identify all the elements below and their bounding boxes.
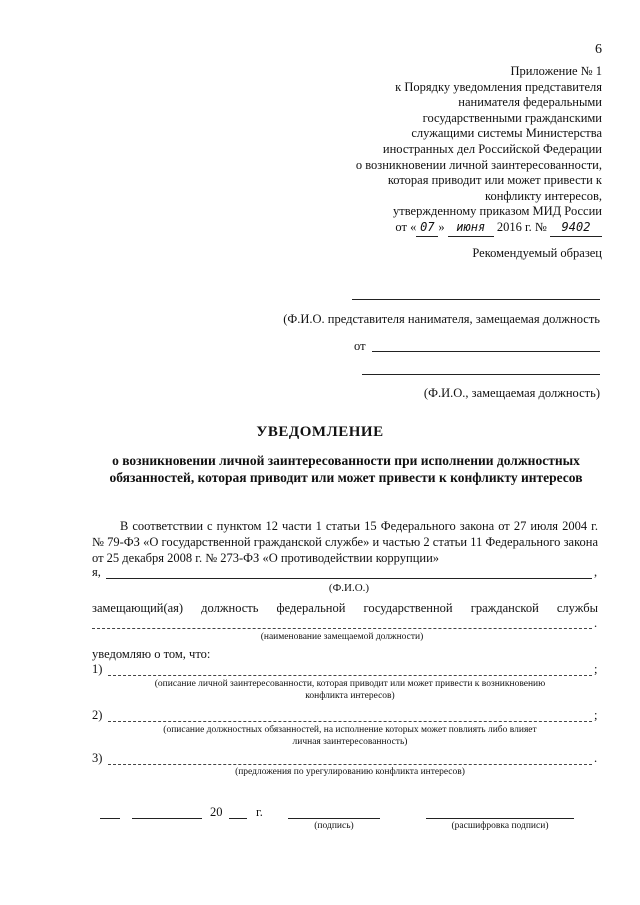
signature-caption: (подпись)	[314, 821, 354, 831]
sender-line-2	[362, 374, 600, 375]
fio-caption: (Ф.И.О.)	[328, 582, 370, 594]
recipient-caption: (Ф.И.О. представителя нанимателя, замещаемая должность	[283, 312, 600, 326]
appendix-line: нанимателя федеральными	[458, 95, 602, 110]
appendix-line: Приложение № 1	[510, 64, 602, 78]
appendix-line: служащими системы Министерства	[411, 126, 602, 141]
document-title: УВЕДОМЛЕНИЕ	[256, 424, 384, 440]
order-quote-close: »	[438, 219, 445, 234]
item-1-line	[108, 675, 592, 676]
document-subtitle: о возникновении личной заинтересованности при исполнении должностных обязанностей, которая приводит или может привести к конфликту интересов	[109, 453, 583, 485]
notify-line: уведомляю о том, что:	[92, 647, 211, 661]
item-3-caption: (предложения по урегулированию конфликта интересов)	[235, 767, 465, 777]
order-year: 2016 г. №	[496, 219, 547, 234]
appendix-line: утвержденному приказом МИД России	[392, 204, 602, 219]
item-label: 3)	[92, 751, 103, 765]
signature-decode-caption: (расшифровка подписи)	[451, 821, 549, 831]
item-label: 1)	[92, 662, 103, 676]
appendix-line: о возникновении личной заинтересованности,	[355, 157, 602, 172]
signature-decode-line	[426, 818, 574, 819]
position-underline	[92, 628, 592, 629]
date-month-line	[132, 818, 202, 819]
page-number: 6	[595, 42, 602, 57]
order-day: 07	[416, 220, 438, 237]
date-year-line	[229, 818, 247, 819]
item-2-caption: (описание должностных обязанностей, на исполнение которых может повлиять либо влияет личная заинтересованность)	[163, 725, 537, 747]
from-label: от	[354, 339, 366, 353]
signature-line	[288, 818, 380, 819]
item-3-line	[108, 764, 592, 765]
position-line: замещающий(ая) должность федеральной государственной гражданской службы	[92, 601, 598, 615]
item-2-line	[108, 721, 592, 722]
date-year-suffix: г.	[256, 805, 263, 819]
sender-caption: (Ф.И.О., замещаемая должность)	[423, 386, 600, 400]
fio-line	[106, 578, 592, 579]
document-page: 6 Приложение № 1 к Порядку уведомления представителя нанимателя федеральными государственными гражданскими служащими системы Министерства иностранных дел Российской Федерации о возникновении личной заинтересованности, которая приводит или может привести к конфликту интересов, утвержденному приказом МИД России от « 07 » июня 2016 г. № 9402 Рекомендуемый образец (Ф.И.О. представителя нанимателя, замещаемая должность от (Ф.И.О., замещаемая должность) УВЕДОМЛЕНИЕ о возникновении личной заинтересованности при исполнении должностных обязанностей, которая приводит или может привести к конфликту интересов В соответствии с пунктом 12 части 1 статьи 15 Федерального закона от 27 июля 2004 г. № 79-ФЗ «О государственной гражданской службе» и частью 2 статьи 11 Федерального закона от 25 декабря 2008 г. № 273-ФЗ «О противодействии коррупции» я, , (Ф.И.О.) замещающий(ая) должность федеральной государственной гражданской службы . (наименование замещаемой должности) уведомляю о том, что: 1) ; (описание личной заинтересованности, которая приводит или может привести к возникновению конфликта интересов) 2) ; (описание должностных обязанностей, на исполнение которых может повлиять либо влияет личная заинтересованность) 3) . (предложения по урегулированию конфликта интересов) 20 г. (подпись) (расшифровка подписи)	[0, 0, 640, 905]
sender-line-1	[372, 351, 600, 352]
position-caption: (наименование замещаемой должности)	[260, 632, 424, 642]
order-prefix: от «	[395, 219, 417, 234]
order-month: июня	[448, 220, 494, 237]
item-1-caption: (описание личной заинтересованности, которая приводит или может привести к возникновению конфликта интересов)	[154, 679, 546, 701]
body-paragraph: В соответствии с пунктом 12 части 1 статьи 15 Федерального закона от 27 июля 2004 г. № 79-ФЗ «О государственной гражданской службе» и частью 2 статьи 11 Федерального закона от 25 декабря 2008 г. № 273-ФЗ «О противодействии коррупции»	[92, 519, 598, 565]
date-day-line	[100, 818, 120, 819]
appendix-line: государственными гражданскими	[422, 110, 602, 125]
appendix-line: иностранных дел Российской Федерации	[382, 141, 602, 156]
recommended-sample-label: Рекомендуемый образец	[472, 246, 602, 260]
order-number: 9402	[550, 220, 602, 237]
appendix-line: к Порядку уведомления представителя	[395, 79, 602, 94]
appendix-block	[302, 64, 602, 237]
item-label: 2)	[92, 708, 103, 722]
order-reference	[302, 220, 602, 237]
appendix-line: которая приводит или может привести к	[387, 173, 602, 188]
date-year-label: 20	[210, 805, 223, 819]
i-label: я,	[92, 565, 101, 579]
appendix-line: конфликту интересов,	[485, 188, 602, 203]
recipient-line	[352, 299, 600, 300]
